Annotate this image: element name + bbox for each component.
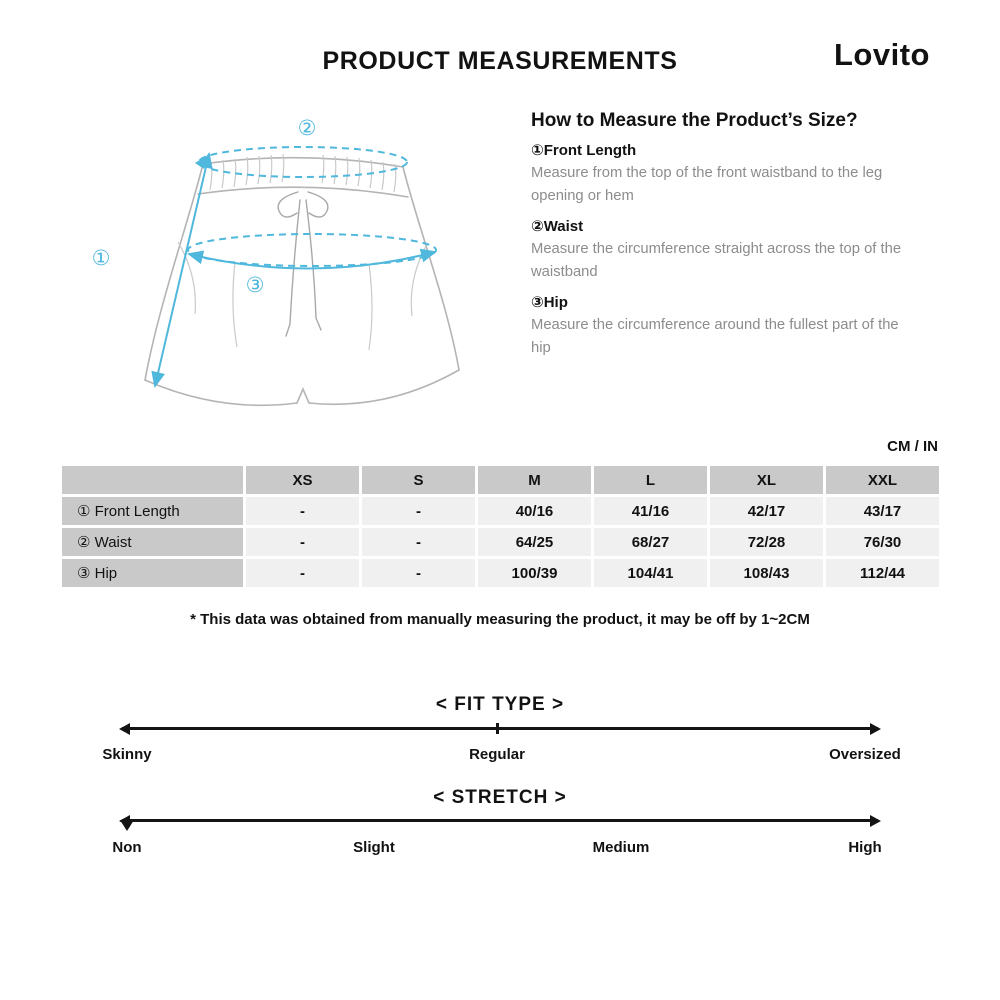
page-title: PRODUCT MEASUREMENTS (322, 47, 678, 75)
row-label-waist: ② Waist (62, 528, 243, 556)
fit-label-regular: Regular (469, 746, 525, 763)
fit-type-marker-regular (496, 723, 499, 734)
shorts-illustration (85, 112, 505, 442)
guide-item-front-length-label: ①Front Length (531, 142, 637, 159)
stretch-title: < STRETCH > (433, 787, 567, 808)
cell: 41/16 (594, 497, 707, 525)
fit-label-skinny: Skinny (102, 746, 152, 763)
cell: - (246, 497, 359, 525)
row-label-front-length: ① Front Length (62, 497, 243, 525)
table-header-row (62, 466, 939, 494)
right-arrow-icon (870, 723, 881, 735)
waist-measure-ellipse (199, 147, 407, 177)
cell: 112/44 (826, 559, 939, 587)
stretch-label-medium: Medium (592, 839, 650, 856)
col-header-xs: XS (246, 466, 359, 494)
cell: 108/43 (710, 559, 823, 587)
measurement-table (59, 463, 942, 590)
col-header-l: L (594, 466, 707, 494)
cell: - (246, 559, 359, 587)
marker-1-front-length: ① (91, 246, 111, 270)
marker-3-hip: ③ (245, 273, 265, 297)
drawstring (278, 192, 328, 336)
table-footnote: * This data was obtained from manually measuring the product, it may be off by 1~2CM (190, 611, 810, 628)
cell: 72/28 (710, 528, 823, 556)
fit-type-scale-line (122, 727, 878, 730)
measurement-overlays (155, 147, 436, 386)
guide-item-waist-label: ②Waist (531, 218, 584, 236)
cell: - (246, 528, 359, 556)
cell: 42/17 (710, 497, 823, 525)
guide-item-waist-desc: Measure the circumference straight across the top of the waistband (531, 241, 902, 281)
cell: 68/27 (594, 528, 707, 556)
table-corner-cell (62, 466, 243, 494)
col-header-m: M (478, 466, 591, 494)
table-row (62, 528, 939, 556)
cell: - (362, 497, 475, 525)
front-length-arrow (155, 154, 209, 386)
cell: - (362, 559, 475, 587)
stretch-marker-non (120, 820, 134, 831)
marker-2-waist: ② (297, 116, 317, 140)
right-arrow-icon (870, 815, 881, 827)
fit-label-oversized: Oversized (829, 746, 901, 763)
cell: 43/17 (826, 497, 939, 525)
cell: - (362, 528, 475, 556)
col-header-s: S (362, 466, 475, 494)
unit-label: CM / IN (887, 438, 938, 455)
cell: 40/16 (478, 497, 591, 525)
cell: 100/39 (478, 559, 591, 587)
left-arrow-icon (119, 723, 130, 735)
cell: 104/41 (594, 559, 707, 587)
table-row (62, 559, 939, 587)
brand-logo: Lovito (834, 37, 930, 72)
measurement-diagram (85, 112, 505, 442)
row-label-hip: ③ Hip (62, 559, 243, 587)
col-header-xxl: XXL (826, 466, 939, 494)
col-header-xl: XL (710, 466, 823, 494)
cell: 76/30 (826, 528, 939, 556)
shorts-outline (145, 158, 459, 406)
guide-title: How to Measure the Product’s Size? (531, 110, 858, 131)
stretch-label-high: High (848, 839, 882, 856)
measure-guide (531, 110, 919, 360)
guide-item-front-length-desc: Measure from the top of the front waistband to the leg opening or hem (531, 165, 883, 205)
guide-item-hip-desc: Measure the circumference around the fullest part of the hip (531, 317, 899, 357)
guide-item-hip-label: ③Hip (531, 294, 568, 312)
stretch-label-slight: Slight (353, 839, 395, 856)
table-row (62, 497, 939, 525)
stretch-label-non: Non (112, 839, 142, 856)
shorts-fabric-details (178, 154, 426, 350)
cell: 64/25 (478, 528, 591, 556)
fit-type-title: < FIT TYPE > (435, 694, 565, 715)
stretch-scale-line (122, 819, 878, 822)
